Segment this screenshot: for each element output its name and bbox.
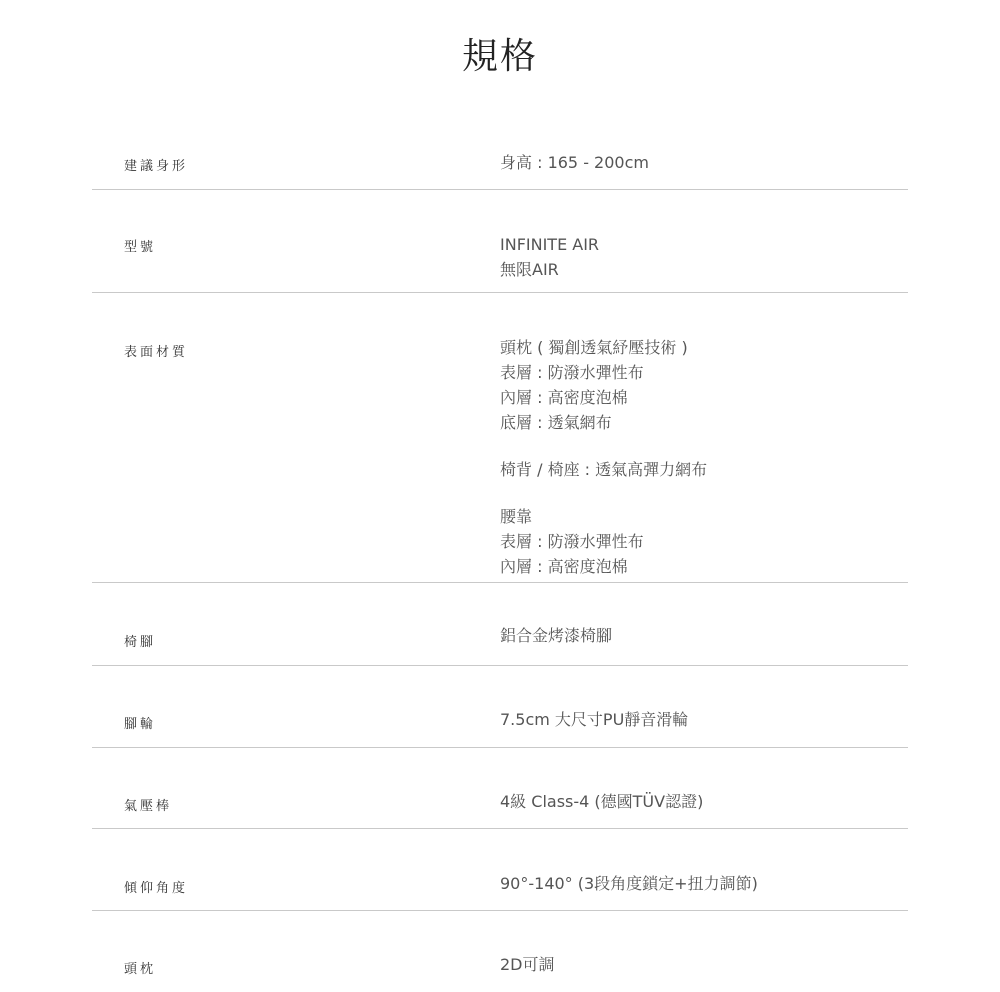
spec-value-line: 4級 Class-4 (德國TÜV認證): [500, 792, 704, 811]
spec-label: 腳輪: [124, 717, 157, 732]
spec-row-surface-material: [92, 292, 908, 583]
spec-value: [500, 871, 758, 896]
spec-value-line: 內層 : 高密度泡棉: [500, 388, 628, 407]
spec-value-line: INFINITE AIR: [500, 235, 600, 254]
spec-value: [500, 623, 612, 648]
spec-row-gas-lift: [92, 747, 908, 829]
spec-label: 建議身形: [124, 159, 189, 174]
spec-value-line: 90°-140° (3段角度鎖定+扭力調節): [500, 874, 758, 893]
spec-value-line: 身高 : 165 - 200cm: [500, 153, 649, 172]
spec-value-line: 表層 : 防潑水彈性布: [500, 363, 644, 382]
spec-row-headrest: [92, 910, 908, 990]
spec-label: 椅腳: [124, 635, 157, 650]
spec-value-line: 內層 : 高密度泡棉: [500, 557, 628, 576]
spec-label: 傾仰角度: [124, 881, 189, 896]
spec-row-chair-base: [92, 582, 908, 666]
spec-row-casters: [92, 665, 908, 748]
page-title: 規格: [461, 36, 538, 77]
spec-value-line: 無限AIR: [500, 260, 559, 279]
spec-row-body-size: [92, 0, 908, 190]
spec-value: [500, 232, 599, 282]
spec-value-line: 底層 : 透氣網布: [500, 413, 612, 432]
spec-value: [500, 707, 688, 732]
spec-row-recline-angle: [92, 828, 908, 911]
spec-label: 型號: [124, 240, 157, 255]
spec-value-line: 鋁合金烤漆椅腳: [500, 626, 613, 645]
spec-label: 頭枕: [124, 962, 157, 977]
spec-row-model: [92, 189, 908, 293]
spec-value: [500, 150, 649, 175]
spec-value-line: 腰靠: [500, 507, 533, 526]
spec-label: 表面材質: [124, 345, 189, 360]
spec-value: [500, 335, 707, 579]
spec-value: [500, 952, 555, 977]
spacer: [500, 482, 707, 504]
spec-label: 氣壓棒: [124, 799, 173, 814]
spec-value-line: 頭枕 ( 獨創透氣紓壓技術 ): [500, 338, 688, 357]
spec-value-line: 表層 : 防潑水彈性布: [500, 532, 644, 551]
spacer: [500, 435, 707, 457]
spec-value-line: 7.5cm 大尺寸PU靜音滑輪: [500, 710, 689, 729]
spec-value-line: 椅背 / 椅座 : 透氣高彈力網布: [500, 460, 708, 479]
spec-value-line: 2D可調: [500, 955, 555, 974]
spec-value: [500, 789, 703, 814]
